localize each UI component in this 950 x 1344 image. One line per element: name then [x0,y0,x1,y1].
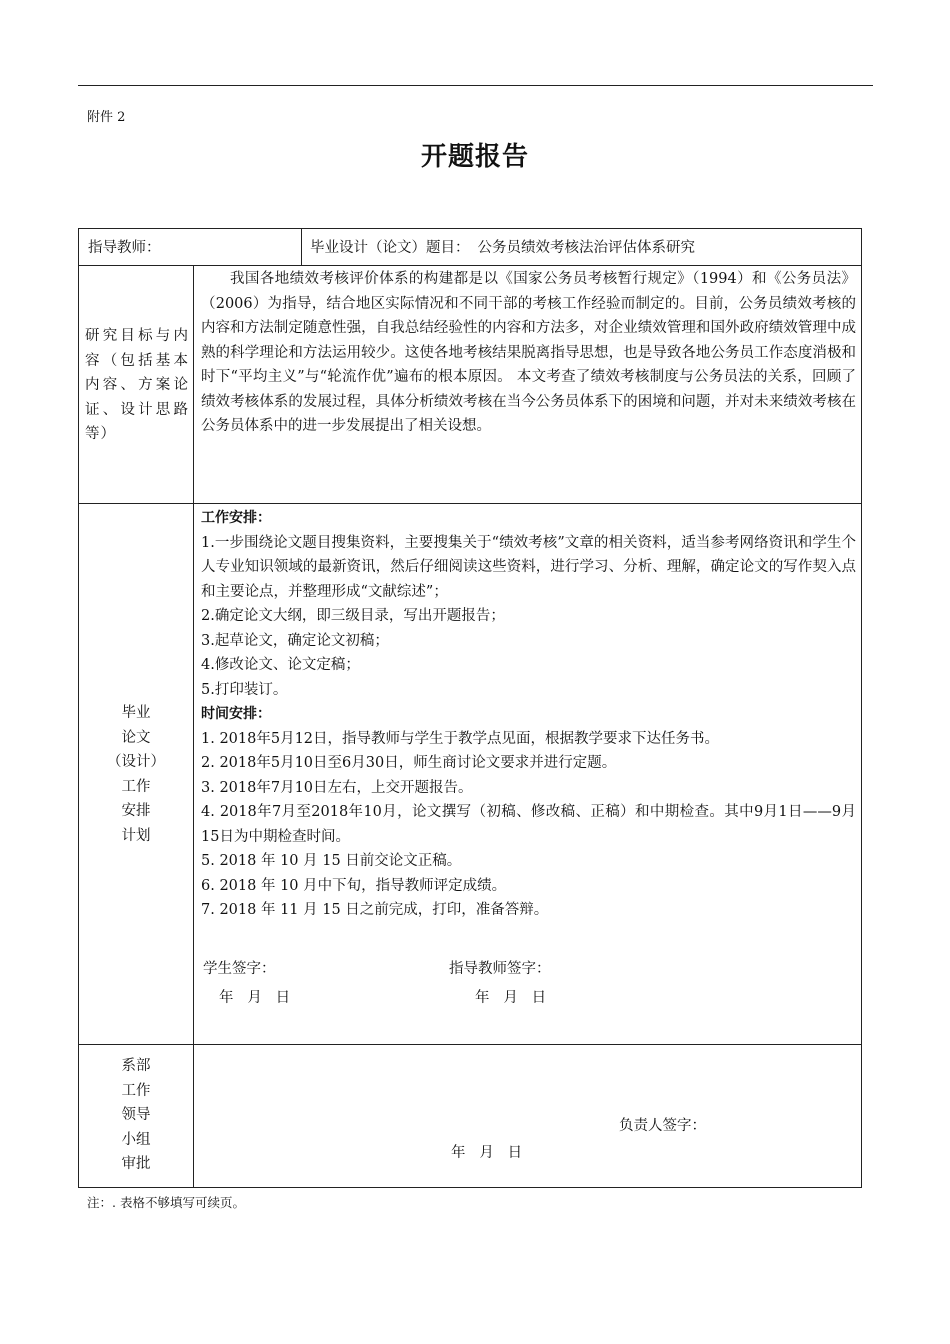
approval-date: 年 月 日 [451,1145,523,1161]
topic-value: 公务员绩效考核法治评估体系研究 [477,240,695,256]
row-divider [79,1044,861,1045]
page-title: 开题报告 [420,142,529,172]
work-item: 4.修改论文、论文定稿； [201,657,360,673]
advisor-label: 指导教师： [88,240,161,256]
work-item: 2.确定论文大纲，即三级目录，写出开题报告； [201,608,505,624]
label-line: 领导 [121,1107,151,1123]
label-line: 审批 [121,1156,151,1172]
time-heading: 时间安排： [201,706,271,722]
row-divider [79,265,861,266]
time-item: 3. 2018年7月10日左右，上交开题报告。 [201,779,473,796]
col-divider [193,265,194,1187]
label-line: 工作 [121,1082,151,1099]
advisor-signature-label: 指导教师签字： [449,961,551,977]
label-line: （设计） [107,754,165,770]
col-divider [301,229,302,265]
label-line: 系部 [121,1058,151,1074]
research-goal-text: 我国各地绩效考核评价体系的构建都是以《国家公务员考核暂行规定》（1994）和《公务员法》（2006）为指导，结合地区实际情况和不同干部的考核工作经验而制定的。目前，公务员绩效考核的内容和方法制定随意性强，自我总结经验性的内容和方法多，对企业绩效管理和国外政府绩效管理中成熟的科学理论和方法运用较少。这使各地考核结果脱离指导思想，也是导致各地公务员工作态度消极和时下“平均主义”与“轮流作优”遍布的根本原因。 本文考查了绩效考核制度与公务员法的关系，回顾了绩效考核体系的发展过程，具体分析绩效考核在当今公务员体系下的困境和问题，并对未来绩效考核在公务员体系中的进一步发展提出了相关设想。 [201,271,856,434]
label-line: 计划 [121,827,151,844]
work-item: 3.起草论文，确定论文初稿； [201,632,389,649]
student-signature-label: 学生签字： [203,961,276,977]
row-divider [79,503,861,504]
time-item: 4. 2018年7月至2018年10月，论文撰写（初稿、修改稿、正稿）和中期检查。其中9月1日——9月15日为中期检查时间。 [201,804,856,845]
topic-label: 毕业设计（论文）题目： [310,240,470,256]
report-table [78,228,862,1188]
work-heading: 工作安排： [201,510,271,526]
department-approval-label [79,1054,193,1177]
work-plan-content [201,506,856,923]
top-rule [78,85,873,86]
work-item: 1.一步围绕论文题目搜集资料，主要搜集关于“绩效考核”文章的相关资料，适当参考网络资讯和学生个人专业知识领域的最新资讯，然后仔细阅读这些资料，进行学习、分析、理解，确定论文的写作契入点和主要论点，并整理形成“文献综述”； [201,534,856,600]
label-line: 论文 [121,729,151,746]
work-item: 5.打印装订。 [201,681,288,698]
time-item: 7. 2018 年 11 月 15 日之前完成，打印，准备答辩。 [201,902,549,918]
time-item: 2. 2018年5月10日至6月30日，师生商讨论文要求并进行定题。 [201,755,617,771]
footer-note: 注：. 表格不够填写可续页。 [87,1195,245,1210]
label-line: 工作 [121,778,151,795]
advisor-sign-date: 年 月 日 [475,990,547,1006]
student-sign-date: 年 月 日 [219,990,291,1006]
label-line: 毕业 [121,705,151,721]
time-item: 6. 2018 年 10 月中下旬，指导教师评定成绩。 [201,877,507,894]
research-goal-content [201,267,856,439]
attachment-label: 附件 2 [87,110,126,125]
label-line: 安排 [121,803,151,819]
label-line: 小组 [121,1131,151,1148]
topic-cell [310,236,695,261]
time-item: 5. 2018 年 10 月 15 日前交论文正稿。 [201,853,462,869]
time-item: 1. 2018年5月12日，指导教师与学生于教学点见面，根据教学要求下达任务书。 [201,730,720,747]
research-goal-label: 研究目标与内容（包括基本内容、方案论证、设计思路等） [85,328,189,442]
work-plan-label [79,701,193,848]
responsible-signature-label: 负责人签字： [619,1118,706,1134]
